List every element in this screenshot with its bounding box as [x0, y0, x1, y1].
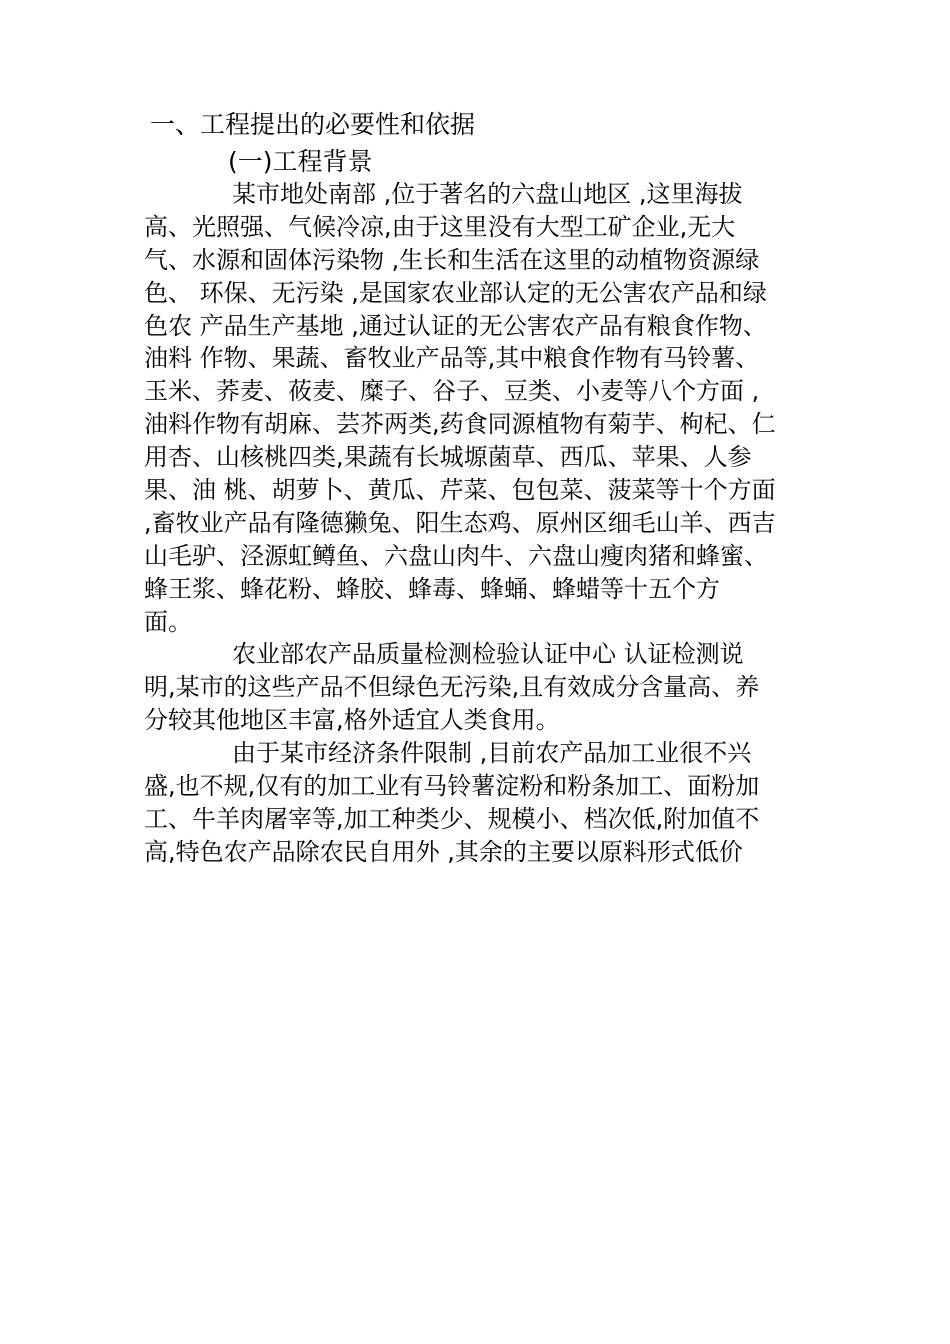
section-heading: 一、工程提出的必要性和依据 [150, 110, 476, 139]
text-line: 盛,也不规,仅有的加工业有马铃薯淀粉和粉条加工、面粉加 [144, 772, 760, 801]
text-line: 明,某市的这些产品不但绿色无污染,且有效成分含量高、养 [144, 673, 760, 702]
text-line: 油料作物有胡麻、芸芥两类,药食同源植物有菊芋、枸杞、仁 [144, 410, 776, 439]
text-line: 山毛驴、泾源虹鳟鱼、六盘山肉牛、六盘山瘦肉猪和蜂蜜、 [144, 541, 768, 570]
text-line: 分较其他地区丰富,格外适宜人类食用。 [144, 706, 560, 735]
text-line: 蜂王浆、蜂花粉、蜂胶、蜂毒、蜂蛹、蜂蜡等十五个方 [144, 574, 720, 603]
text-line: 果、油 桃、胡萝卜、黄瓜、芹菜、包包菜、菠菜等十个方面 [144, 476, 776, 505]
text-line: 由于某市经济条件限制 ,目前农产品加工业很不兴 [232, 739, 752, 768]
subsection-heading: (一)工程背景 [228, 147, 373, 176]
text-line: ,畜牧业产品有隆德獭兔、阳生态鸡、原州区细毛山羊、西吉 [144, 508, 776, 537]
text-line: 高、光照强、气候冷凉,由于这里没有大型工矿企业,无大 [144, 212, 736, 241]
text-line: 用杏、山核桃四类,果蔬有长城塬菌草、西瓜、苹果、人参 [144, 443, 752, 472]
text-line: 玉米、荞麦、莜麦、糜子、谷子、豆类、小麦等八个方面 , [144, 377, 760, 406]
body-text [144, 178, 834, 869]
text-line: 气、水源和固体污染物 ,生长和生活在这里的动植物资源绿 [144, 245, 760, 274]
text-line: 油料 作物、果蔬、畜牧业产品等,其中粮食作物有马铃薯、 [144, 344, 760, 373]
text-line: 色农 产品生产基地 ,通过认证的无公害农产品有粮食作物、 [144, 311, 767, 340]
text-line: 色、 环保、无污染 ,是国家农业部认定的无公害农产品和绿 [144, 278, 767, 307]
text-line: 工、牛羊肉屠宰等,加工种类少、规模小、档次低,附加值不 [144, 804, 760, 833]
text-line: 高,特色农产品除农民自用外 ,其余的主要以原料形式低价 [144, 837, 743, 866]
text-line: 面。 [144, 607, 192, 636]
text-line: 农业部农产品质量检测检验认证中心 认证检测说 [232, 640, 744, 669]
text-line: 某市地处南部 ,位于著名的六盘山地区 ,这里海拔 [232, 180, 743, 208]
